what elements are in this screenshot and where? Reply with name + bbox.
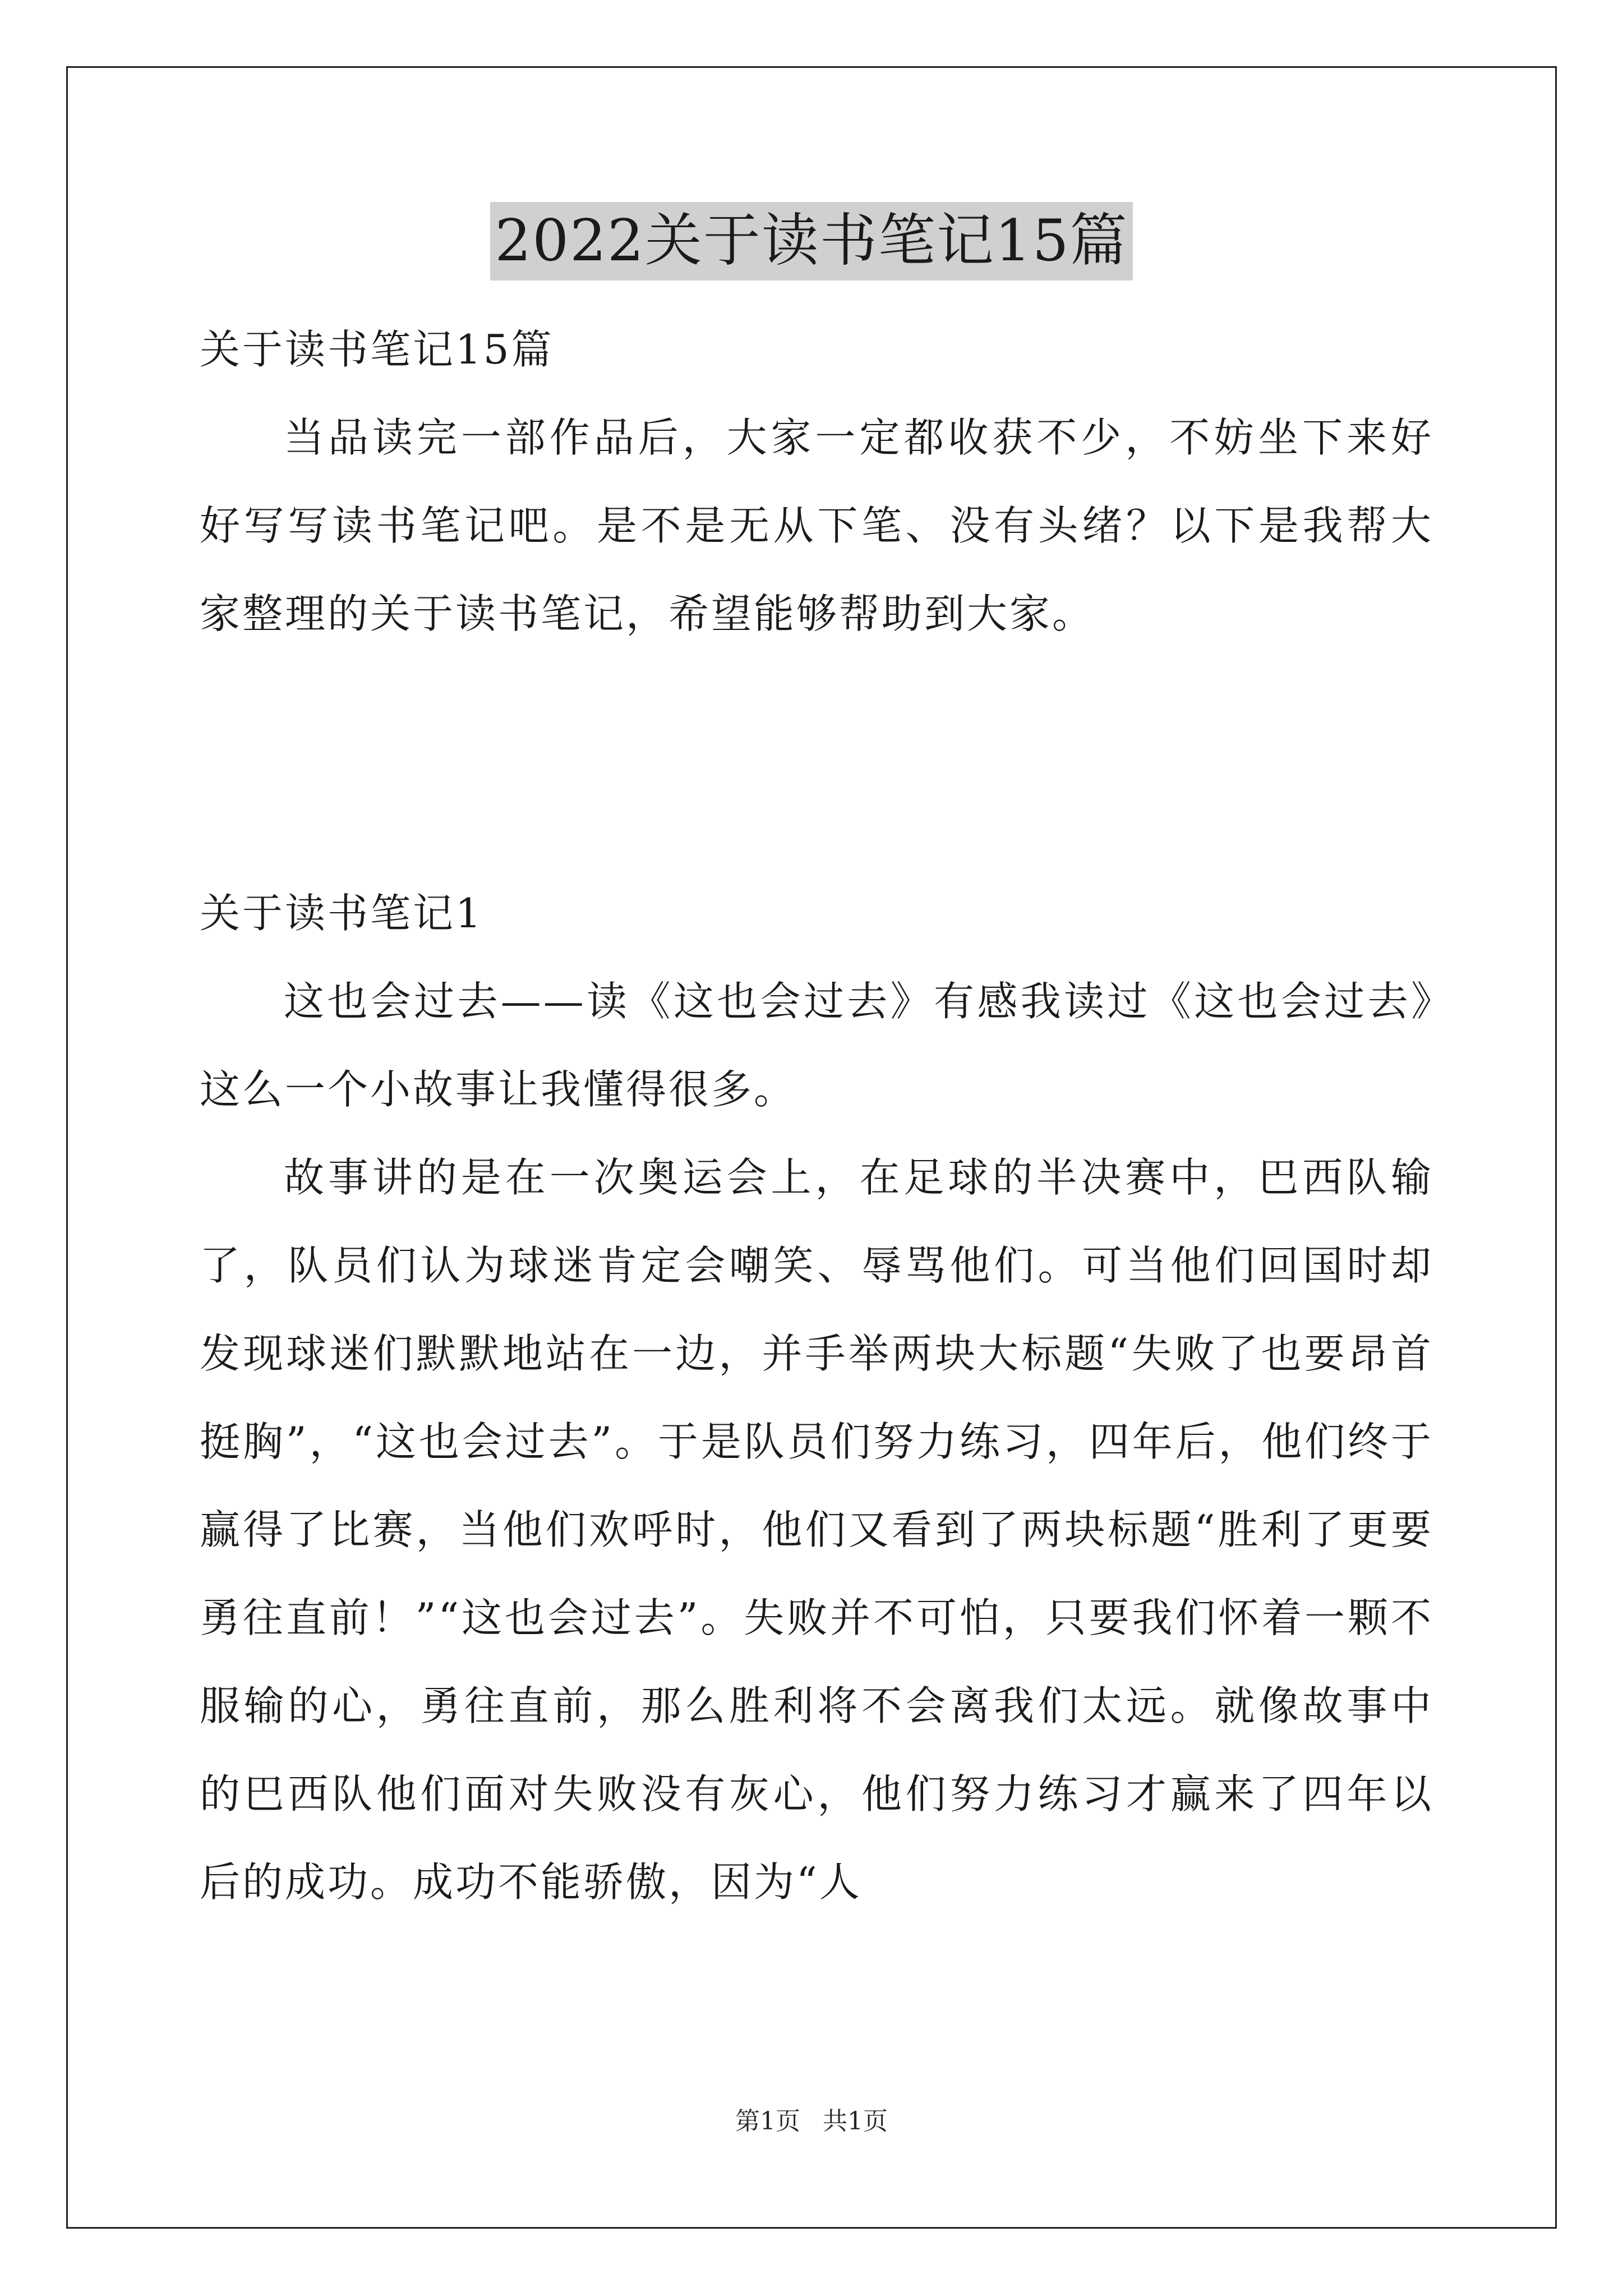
document-body-top — [200, 306, 1433, 658]
document-body-section — [200, 869, 1433, 1926]
page-number: 第1页 — [735, 2107, 800, 2136]
document-title-text: 2022关于读书笔记15篇 — [490, 202, 1132, 280]
page-count: 共1页 — [823, 2107, 888, 2136]
intro-paragraph: 当品读完一部作品后，大家一定都收获不少，不妨坐下来好好写写读书笔记吧。是不是无从下笔、没有头绪？以下是我帮大家整理的关于读书笔记，希望能够帮助到大家。 — [200, 414, 1433, 637]
subtitle-paragraph: 关于读书笔记15篇 — [200, 326, 554, 373]
section-paragraph-2: 故事讲的是在一次奥运会上，在足球的半决赛中，巴西队输了，队员们认为球迷肯定会嘲笑、辱骂他们。可当他们回国时却发现球迷们默默地站在一边，并手举两块大标题“失败了也要昂首挺胸”，“这也会过去”。于是队员们努力练习，四年后，他们终于赢得了比赛，当他们欢呼时，他们又看到了两块标题“胜利了更要勇往直前！”“这也会过去”。失败并不可怕，只要我们怀着一颗不服输的心，勇往直前，那么胜利将不会离我们太远。就像故事中的巴西队他们面对失败没有灰心，他们努力练习才赢来了四年以后的成功。成功不能骄傲，因为“人 — [200, 1154, 1433, 1906]
document-title — [0, 202, 1623, 280]
page-footer — [0, 2101, 1623, 2137]
section-paragraph-1: 这也会过去——读《这也会过去》有感我读过《这也会过去》这么一个小故事让我懂得很多。 — [200, 978, 1433, 1113]
section-heading: 关于读书笔记1 — [200, 890, 483, 937]
